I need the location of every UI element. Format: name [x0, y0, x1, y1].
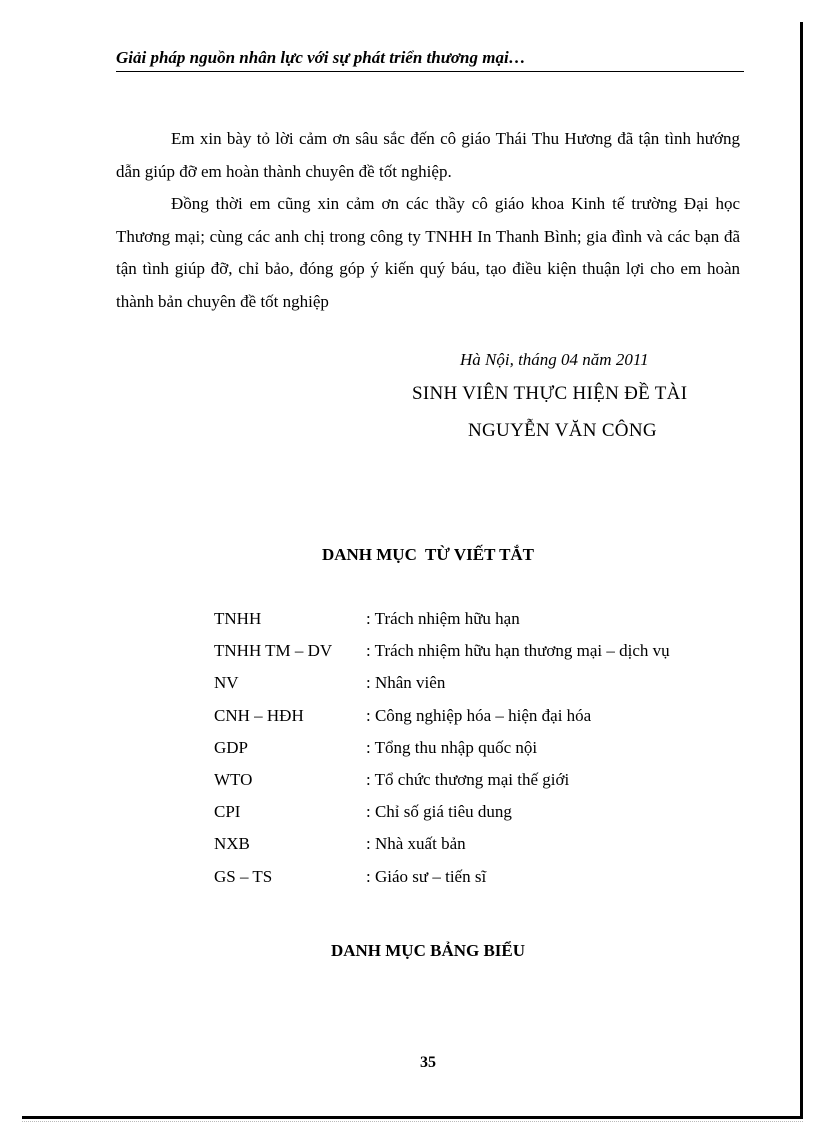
- abbreviation-code: CPI: [214, 802, 241, 822]
- abbreviation-row: [214, 635, 754, 667]
- abbreviation-row: [214, 796, 754, 828]
- paragraph-1-text: Em xin bày tỏ lời cảm ơn sâu sắc đến cô giáo Thái Thu Hương đã tận tình hướng dẫn giúp đỡ em hoàn thành chuyên đề tốt nghiệp.: [116, 129, 740, 181]
- abbreviation-row: [214, 732, 754, 764]
- abbreviation-code: WTO: [214, 770, 253, 790]
- acknowledgement-paragraph-1: [116, 123, 740, 188]
- abbreviation-row: [214, 861, 754, 893]
- abbreviation-definition: : Tổng thu nhập quốc nội: [366, 737, 538, 757]
- abbreviations-title: DANH MỤC TỪ VIẾT TẮT: [321, 545, 535, 564]
- abbreviation-definition: : Nhà xuất bản: [366, 834, 466, 854]
- abbreviation-list: [214, 603, 754, 893]
- abbreviation-definition: : Trách nhiệm hữu hạn thương mại – dịch vụ: [366, 641, 670, 661]
- abbreviation-definition: : Giáo sư – tiến sĩ: [366, 866, 487, 886]
- signature-name: NGUYỄN VĂN CÔNG: [468, 420, 657, 441]
- page-frame-bottom: [22, 1116, 803, 1119]
- running-header: Giải pháp nguồn nhân lực với sự phát triển thương mại…: [116, 48, 744, 72]
- abbreviation-code: TNHH TM – DV: [214, 641, 333, 661]
- abbreviation-code: CNH – HĐH: [214, 705, 304, 725]
- signature-place-date: Hà Nội, tháng 04 năm 2011: [460, 350, 649, 369]
- abbreviation-row: [214, 700, 754, 732]
- abbreviation-code: NXB: [214, 834, 250, 854]
- abbreviation-row: [214, 603, 754, 635]
- page-number: 35: [420, 1054, 436, 1071]
- abbreviation-row: [214, 828, 754, 860]
- abbreviation-definition: : Tổ chức thương mại thế giới: [366, 770, 570, 790]
- tables-list-title: DANH MỤC BẢNG BIỂU: [330, 941, 526, 960]
- abbreviation-code: TNHH: [214, 609, 262, 629]
- abbreviation-definition: : Chỉ số giá tiêu dung: [366, 802, 512, 822]
- acknowledgement-paragraph-2: [116, 188, 740, 318]
- abbreviation-code: GS – TS: [214, 866, 273, 886]
- signature-role: SINH VIÊN THỰC HIỆN ĐỀ TÀI: [412, 383, 688, 404]
- abbreviation-code: GDP: [214, 737, 249, 757]
- abbreviation-definition: : Trách nhiệm hữu hạn: [366, 609, 520, 629]
- abbreviation-definition: : Công nghiệp hóa – hiện đại hóa: [366, 705, 592, 725]
- paragraph-2-text: Đồng thời em cũng xin cảm ơn các thầy cô giáo khoa Kinh tế trường Đại học Thương mại; cùng các anh chị trong công ty TNHH In Thanh Bình; gia đình và các bạn đã tận tình giúp đỡ, chỉ bảo, đóng góp ý kiến quý báu, tạo điều kiện thuận lợi cho em hoàn thành bản chuyên đề tốt nghiệp: [116, 194, 740, 311]
- abbreviation-definition: : Nhân viên: [366, 673, 446, 693]
- abbreviation-code: NV: [214, 673, 239, 693]
- abbreviation-row: [214, 667, 754, 699]
- page-edge-dotted: [22, 1121, 803, 1122]
- abbreviation-row: [214, 764, 754, 796]
